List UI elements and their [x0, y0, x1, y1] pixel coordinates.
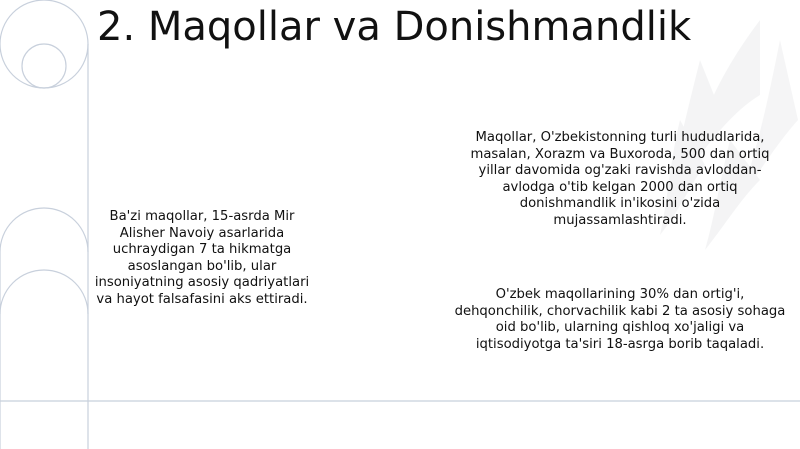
slide-title: 2. Maqollar va Donishmandlik — [97, 4, 692, 50]
paragraph-right-bottom: O'zbek maqollarining 30% dan ortig'i, dehqonchilik, chorvachilik kabi 2 ta asosiy sohaga oid bo'lib, ularning qishloq xo'jaligi va iqtisodiyotga ta'siri 18-asrga borib taqaladi. — [454, 287, 786, 352]
arch-lower — [0, 270, 88, 314]
arch-upper — [0, 208, 88, 252]
paragraph-left: Ba'zi maqollar, 15-asrda Mir Alisher Navoiy asarlarida uchraydigan 7 ta hikmatga asoslangan bo'lib, ular insoniyatning asosiy qadriyatlari va hayot falsafasini aks ettiradi. — [94, 209, 310, 307]
circle-outline-small — [22, 44, 66, 88]
paragraph-right-top: Maqollar, O'zbekistonning turli hududlarida, masalan, Xorazm va Buxoroda, 500 dan ortiq yillar davomida og'zaki ravishda avloddan-avlodga o'tib kelgan 2000 dan ortiq donishmandlik in'ikosini o'zida mujassamlashtiradi. — [470, 130, 770, 228]
